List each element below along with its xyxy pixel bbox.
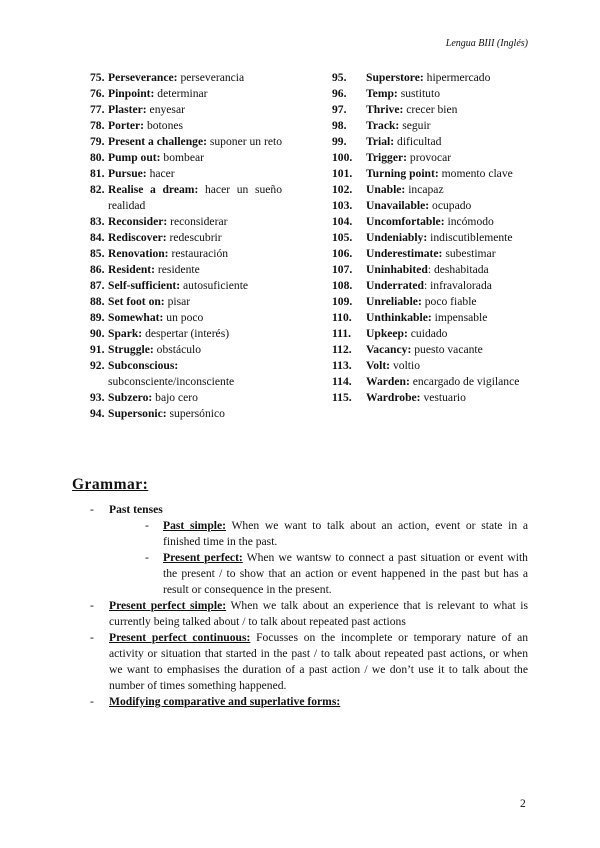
vocab-number: 99. (332, 135, 347, 148)
vocab-term: Porter: (108, 119, 145, 132)
vocab-definition: sustituto (400, 87, 440, 100)
past-tenses-title: Past tenses (109, 503, 163, 516)
vocab-definition: cuidado (410, 327, 448, 340)
vocab-term: Upkeep: (366, 327, 408, 340)
vocab-definition: hacer un sueño realidad (108, 183, 282, 212)
list-dash: - (145, 519, 149, 532)
vocab-number: 102. (332, 183, 353, 196)
vocab-entry (90, 134, 282, 150)
vocab-definition: subconsciente/inconsciente (108, 375, 235, 388)
list-dash: - (90, 599, 94, 612)
grammar-item-present-perfect-continuous (90, 630, 528, 694)
vocab-term: Resident: (108, 263, 156, 276)
vocab-entry (332, 102, 528, 118)
vocab-entry (90, 150, 282, 166)
vocab-definition: : deshabitada (427, 263, 489, 276)
vocab-number: 80. (90, 151, 105, 164)
vocab-term: Unthinkable: (366, 311, 432, 324)
vocab-term: Realise a dream: (108, 183, 199, 196)
vocab-number: 78. (90, 119, 105, 132)
past-simple-label: Past simple: (163, 519, 227, 532)
vocab-term: Pinpoint: (108, 87, 155, 100)
vocab-definition: voltio (392, 359, 421, 372)
vocab-entry (90, 406, 282, 422)
vocab-term: Subconscious: (108, 359, 179, 372)
vocab-number: 114. (332, 375, 352, 388)
vocab-number: 86. (90, 263, 105, 276)
grammar-item-past-tenses (90, 502, 528, 598)
vocab-definition: : infravalorada (423, 279, 492, 292)
vocab-term: Trial: (366, 135, 395, 148)
list-dash: - (90, 695, 94, 708)
vocab-term: Plaster: (108, 103, 147, 116)
vocab-number: 82. (90, 183, 105, 196)
present-perfect-label: Present perfect: (163, 551, 243, 564)
vocab-number: 79. (90, 135, 105, 148)
vocab-entry (332, 262, 528, 278)
vocabulary-column-right (332, 70, 528, 422)
vocab-definition: seguir (402, 119, 431, 132)
list-dash: - (145, 551, 149, 564)
vocab-definition: enyesar (149, 103, 185, 116)
vocab-definition: incómodo (447, 215, 494, 228)
vocab-entry (90, 118, 282, 134)
vocab-term: Underrated (366, 279, 424, 292)
vocab-entry (90, 102, 282, 118)
vocab-entry (332, 310, 528, 326)
vocab-term: Undeniably: (366, 231, 428, 244)
vocab-entry (90, 326, 282, 342)
vocab-term: Subzero: (108, 391, 153, 404)
vocab-term: Track: (366, 119, 400, 132)
vocab-definition: redescubrir (169, 231, 222, 244)
vocab-number: 96. (332, 87, 347, 100)
vocab-definition: botones (146, 119, 184, 132)
vocab-entry (332, 70, 528, 86)
vocab-definition: supersónico (169, 407, 225, 420)
grammar-item-present-perfect-simple (90, 598, 528, 630)
pps-label: Present perfect simple: (109, 599, 227, 612)
vocab-definition: hipermercado (426, 71, 491, 84)
past-simple-text: When we want to talk about an action, event or state in a finished time in the past. (163, 519, 528, 548)
vocab-entry (332, 358, 528, 374)
vocab-term: Uncomfortable: (366, 215, 445, 228)
vocab-definition: despertar (interés) (145, 327, 230, 340)
vocab-term: Spark: (108, 327, 143, 340)
vocab-entry (90, 182, 282, 214)
vocab-term: Renovation: (108, 247, 169, 260)
vocab-term: Rediscover: (108, 231, 167, 244)
vocab-definition: un poco (166, 311, 204, 324)
vocab-entry (332, 166, 528, 182)
vocab-definition: poco fiable (424, 295, 477, 308)
vocab-definition: puesto vacante (414, 343, 483, 356)
vocab-entry (90, 310, 282, 326)
vocab-number: 109. (332, 295, 353, 308)
grammar-subitem-past-simple (145, 518, 528, 550)
vocab-number: 98. (332, 119, 347, 132)
vocab-term: Somewhat: (108, 311, 164, 324)
vocab-definition: perseverancia (180, 71, 245, 84)
vocab-definition: suponer un reto (209, 135, 282, 148)
vocab-term: Temp: (366, 87, 398, 100)
vocab-definition: vestuario (423, 391, 466, 404)
vocab-definition: bajo cero (155, 391, 198, 404)
grammar-heading: Grammar: (72, 476, 149, 493)
vocab-definition: momento clave (441, 167, 513, 180)
vocab-definition: encargado de vigilance (412, 375, 520, 388)
vocab-number: 103. (332, 199, 353, 212)
vocab-entry (332, 294, 528, 310)
vocab-definition: residente (157, 263, 200, 276)
vocab-term: Thrive: (366, 103, 404, 116)
ppc-label: Present perfect continuous: (109, 631, 251, 644)
vocab-number: 84. (90, 231, 105, 244)
vocab-number: 91. (90, 343, 105, 356)
vocab-term: Uninhabited (366, 263, 428, 276)
vocab-number: 90. (90, 327, 105, 340)
vocab-term: Unable: (366, 183, 406, 196)
vocab-entry (90, 342, 282, 358)
vocab-entry (90, 166, 282, 182)
vocab-entry (332, 134, 528, 150)
vocab-definition: obstáculo (156, 343, 202, 356)
vocab-definition: subestimar (445, 247, 496, 260)
vocab-entry (90, 278, 282, 294)
vocab-definition: hacer (149, 167, 175, 180)
vocab-entry (90, 246, 282, 262)
vocab-number: 110. (332, 311, 352, 324)
vocab-term: Unavailable: (366, 199, 430, 212)
vocab-number: 77. (90, 103, 105, 116)
course-header: Lengua BIII (Inglés) (445, 38, 528, 49)
vocab-term: Underestimate: (366, 247, 443, 260)
vocab-term: Volt: (366, 359, 391, 372)
vocab-term: Pump out: (108, 151, 161, 164)
vocab-number: 85. (90, 247, 105, 260)
vocab-entry (332, 342, 528, 358)
vocab-number: 113. (332, 359, 352, 372)
vocab-term: Reconsider: (108, 215, 168, 228)
vocab-entry (332, 278, 528, 294)
vocab-entry (332, 374, 528, 390)
vocab-term: Supersonic: (108, 407, 167, 420)
vocab-number: 106. (332, 247, 353, 260)
vocab-entry (332, 214, 528, 230)
vocab-definition: crecer bien (406, 103, 458, 116)
vocab-definition: dificultad (397, 135, 442, 148)
vocab-number: 93. (90, 391, 105, 404)
vocab-definition: bombear (163, 151, 204, 164)
vocab-number: 104. (332, 215, 353, 228)
vocab-number: 101. (332, 167, 353, 180)
vocab-definition: incapaz (408, 183, 444, 196)
vocab-entry (332, 326, 528, 342)
vocab-entry (332, 246, 528, 262)
vocab-number: 94. (90, 407, 105, 420)
vocab-entry (332, 118, 528, 134)
grammar-item-modifying-forms (90, 694, 528, 710)
vocab-entry (90, 262, 282, 278)
vocab-number: 95. (332, 71, 347, 84)
vocab-term: Set foot on: (108, 295, 165, 308)
modifying-label: Modifying comparative and superlative forms: (109, 695, 341, 708)
vocab-entry (332, 198, 528, 214)
vocab-number: 76. (90, 87, 105, 100)
vocab-definition: determinar (157, 87, 208, 100)
vocab-number: 100. (332, 151, 353, 164)
list-dash: - (90, 631, 94, 644)
vocab-definition: pisar (167, 295, 191, 308)
vocab-term: Self-sufficient: (108, 279, 181, 292)
vocab-entry (90, 214, 282, 230)
vocab-definition: autosuficiente (183, 279, 249, 292)
vocab-entry (90, 86, 282, 102)
vocab-number: 89. (90, 311, 105, 324)
vocab-term: Warden: (366, 375, 410, 388)
vocab-definition: impensable (434, 311, 488, 324)
vocab-entry (332, 230, 528, 246)
pps-text: When we talk about an experience that is relevant to what is currently being talked about / to talk about repeated past actions (109, 599, 528, 628)
vocab-entry (332, 150, 528, 166)
vocab-term: Wardrobe: (366, 391, 421, 404)
grammar-section (90, 502, 528, 710)
vocabulary-column-left (90, 70, 282, 422)
grammar-subitem-present-perfect (145, 550, 528, 598)
present-perfect-text: When we wantsw to connect a past situation or event with the present / to show that an action or event happened in the past but has a result or consequence in the present. (163, 551, 528, 596)
vocab-number: 83. (90, 215, 105, 228)
vocab-definition: indiscutiblemente (430, 231, 513, 244)
vocab-term: Turning point: (366, 167, 439, 180)
vocab-number: 111. (332, 327, 352, 340)
vocab-number: 97. (332, 103, 347, 116)
list-dash: - (90, 503, 94, 516)
vocab-number: 115. (332, 391, 352, 404)
vocab-term: Struggle: (108, 343, 154, 356)
ppc-text: Focusses on the incomplete or temporary nature of an activity or situation that started in the past / to talk about repeated past actions, or when we want to emphasises the duration of a past action / we don’t use it to talk about the number of times something happened. (109, 631, 529, 692)
vocab-number: 87. (90, 279, 105, 292)
vocab-term: Present a challenge: (108, 135, 207, 148)
vocab-number: 105. (332, 231, 353, 244)
vocab-number: 107. (332, 263, 353, 276)
page-number: 2 (520, 798, 526, 810)
vocab-term: Perseverance: (108, 71, 178, 84)
vocab-term: Vacancy: (366, 343, 412, 356)
vocab-definition: ocupado (432, 199, 472, 212)
vocab-term: Trigger: (366, 151, 407, 164)
vocab-number: 92. (90, 359, 105, 372)
vocab-number: 88. (90, 295, 105, 308)
vocab-number: 108. (332, 279, 353, 292)
vocab-definition: reconsiderar (170, 215, 228, 228)
vocab-number: 81. (90, 167, 105, 180)
vocab-entry (90, 230, 282, 246)
vocabulary-list (90, 70, 528, 422)
vocab-definition: restauración (171, 247, 229, 260)
vocab-entry (90, 390, 282, 406)
vocab-definition: provocar (409, 151, 452, 164)
vocab-entry (90, 294, 282, 310)
vocab-term: Pursue: (108, 167, 147, 180)
vocab-entry (332, 86, 528, 102)
vocab-entry (90, 70, 282, 86)
vocab-number: 112. (332, 343, 352, 356)
vocab-entry (90, 358, 282, 390)
vocab-term: Unreliable: (366, 295, 422, 308)
vocab-number: 75. (90, 71, 105, 84)
vocab-entry (332, 182, 528, 198)
vocab-term: Superstore: (366, 71, 424, 84)
vocab-entry (332, 390, 528, 406)
